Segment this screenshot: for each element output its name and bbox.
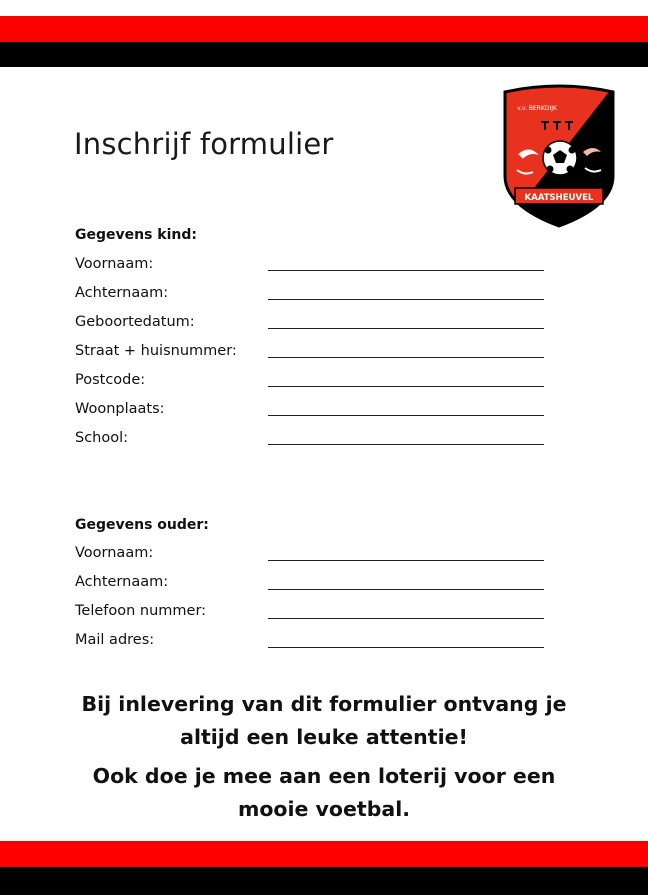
child-field-label: Woonplaats:	[75, 401, 165, 417]
child-field-label: Postcode:	[75, 372, 146, 388]
child-field-label: Voornaam:	[75, 256, 154, 272]
crest-top-text: v.v. BERKDIJK	[517, 105, 557, 112]
top-red-stripe	[0, 16, 648, 42]
child-field-line	[268, 299, 544, 300]
parent-section-title: Gegevens ouder:	[75, 517, 209, 533]
reward-text-line-1: Bij inlevering van dit formulier ontvang je	[81, 692, 567, 716]
lottery-text-line-1: Ook doe je mee aan een loterij voor een	[92, 764, 556, 788]
parent-field-line	[268, 560, 544, 561]
parent-field-label: Achternaam:	[75, 574, 169, 590]
child-field-line	[268, 444, 544, 445]
crest-bottom-text: KAATSHEUVEL	[524, 193, 594, 203]
child-field-line	[268, 415, 544, 416]
page-title: Inschrijf formulier	[74, 127, 334, 161]
bottom-black-stripe	[0, 867, 648, 895]
child-field-label: Achternaam:	[75, 285, 169, 301]
child-field-line	[268, 328, 544, 329]
child-field-line	[268, 357, 544, 358]
child-section-title: Gegevens kind:	[75, 227, 197, 243]
lottery-text-line-2: mooie voetbal.	[237, 797, 411, 821]
child-field-label: School:	[75, 430, 129, 446]
child-field-line	[268, 270, 544, 271]
parent-field-label: Telefoon nummer:	[75, 603, 207, 619]
child-field-label: Straat + huisnummer:	[75, 343, 237, 359]
parent-field-label: Mail adres:	[75, 632, 155, 648]
child-field-label: Geboortedatum:	[75, 314, 195, 330]
parent-field-line	[268, 618, 544, 619]
parent-field-line	[268, 647, 544, 648]
bottom-red-stripe	[0, 841, 648, 867]
club-crest-logo	[503, 84, 615, 228]
parent-field-label: Voornaam:	[75, 545, 154, 561]
child-field-line	[268, 386, 544, 387]
reward-text-line-2: altijd een leuke attentie!	[180, 725, 468, 749]
top-black-stripe	[0, 42, 648, 67]
parent-field-line	[268, 589, 544, 590]
